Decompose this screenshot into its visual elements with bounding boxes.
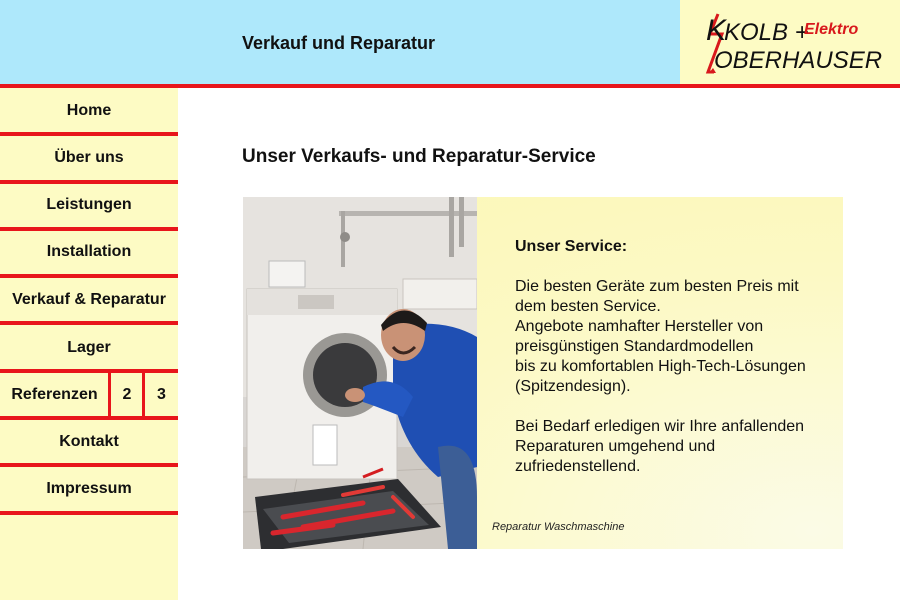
service-heading: Unser Service: (515, 238, 628, 255)
service-text-line: Die besten Geräte zum besten Preis mit (515, 278, 799, 295)
nav-references-page-3[interactable]: 3 (157, 385, 166, 403)
nav-divider (0, 511, 178, 515)
service-text-line: (Spitzendesign). (515, 378, 631, 395)
logo-tag: Elektro (804, 21, 859, 38)
header (0, 0, 900, 84)
logo-line2: OBERHAUSER (714, 47, 883, 74)
service-text-line: dem besten Service. (515, 298, 661, 315)
nav-contact[interactable]: Kontakt (59, 432, 119, 450)
company-logo[interactable] (680, 0, 900, 84)
service-text-line: Bei Bedarf erledigen wir Ihre anfallenden (515, 418, 805, 435)
service-text-line: bis zu komfortablen High-Tech-Lösungen (515, 358, 806, 375)
service-text-line: Angebote namhafter Hersteller von (515, 318, 764, 335)
nav-sales-repair[interactable]: Verkauf & Reparatur (12, 290, 166, 308)
nav-services[interactable]: Leistungen (46, 195, 132, 213)
nav-references-row (0, 373, 178, 416)
nav-about[interactable]: Über uns (54, 148, 124, 166)
washing-machine-repair-photo (243, 197, 477, 549)
sidebar (0, 88, 178, 600)
nav-installation[interactable]: Installation (46, 242, 132, 260)
service-text-line: zufriedenstellend. (515, 458, 641, 475)
page-header-title: Verkauf und Reparatur (242, 33, 436, 53)
logo-k-letter: K (706, 14, 727, 47)
nav-references[interactable]: Referenzen (11, 385, 98, 403)
photo-caption: Reparatur Waschmaschine (492, 521, 625, 533)
page-title: Unser Verkaufs- und Reparatur-Service (242, 146, 596, 167)
nav-stock[interactable]: Lager (67, 338, 111, 356)
nav-divider (0, 321, 178, 325)
nav-references-page-2[interactable]: 2 (122, 385, 132, 403)
nav-home[interactable]: Home (66, 101, 112, 119)
service-description (515, 237, 835, 477)
logo-line1: KOLB + (724, 19, 809, 46)
service-text-line: preisgünstigen Standardmodellen (515, 338, 754, 355)
service-content-box (243, 197, 843, 549)
nav-imprint[interactable]: Impressum (46, 479, 132, 497)
service-text-line: Reparaturen umgehend und (515, 438, 716, 455)
